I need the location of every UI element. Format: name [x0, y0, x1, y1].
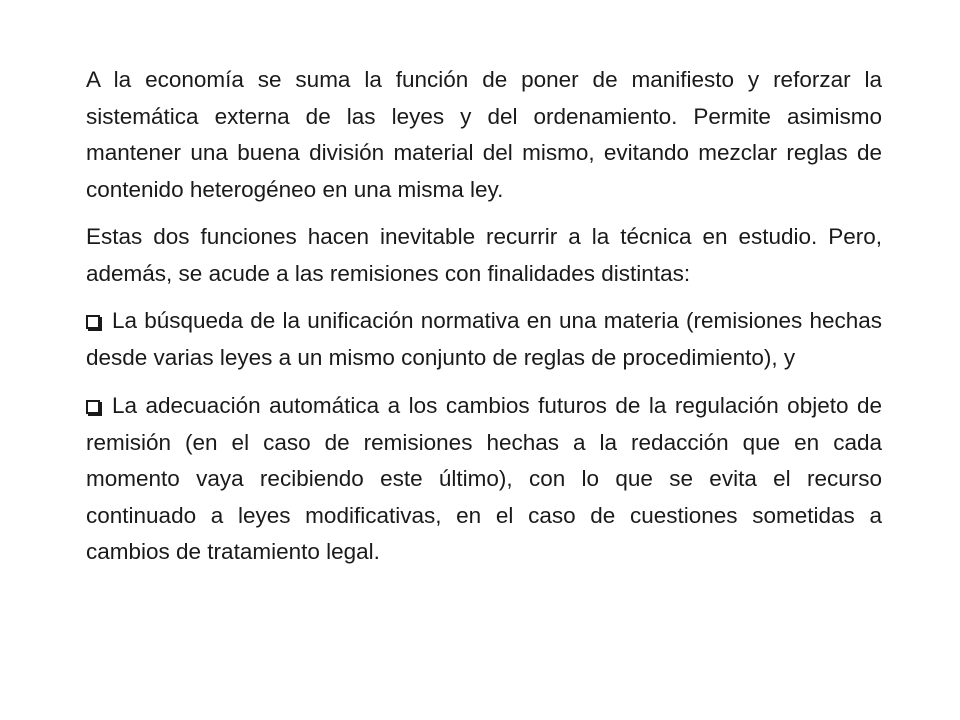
- paragraph-economia: A la economía se suma la función de poner de manifiesto y reforzar la sistemática externa de las leyes y del ordenamiento. Permite asimismo mantener una buena división material del mismo, evitando mezclar reglas de contenido heterogéneo en una misma ley.: [86, 67, 882, 202]
- paragraph-funciones: Estas dos funciones hacen inevitable recurrir a la técnica en estudio. Pero, además, se acude a las remisiones con finalidades distintas:: [86, 224, 882, 286]
- bullet-text: La adecuación automática a los cambios futuros de la regulación objeto de remisión (en el caso de remisiones hechas a la redacción que en cada momento vaya recibiendo este último), con lo que se evita el recurso continuado a leyes modificativas, en el caso de cuestiones sometidas a cambios de tratamiento legal.: [86, 393, 882, 564]
- bullet-text: La búsqueda de la unificación normativa en una materia (remisiones hechas desde varias leyes a un mismo conjunto de reglas de procedimiento), y: [86, 308, 882, 370]
- bullet-item-unificacion: [86, 303, 882, 376]
- hollow-square-icon: [86, 400, 100, 414]
- bullet-item-adecuacion: [86, 388, 882, 571]
- slide-body: [86, 62, 882, 583]
- hollow-square-icon: [86, 315, 100, 329]
